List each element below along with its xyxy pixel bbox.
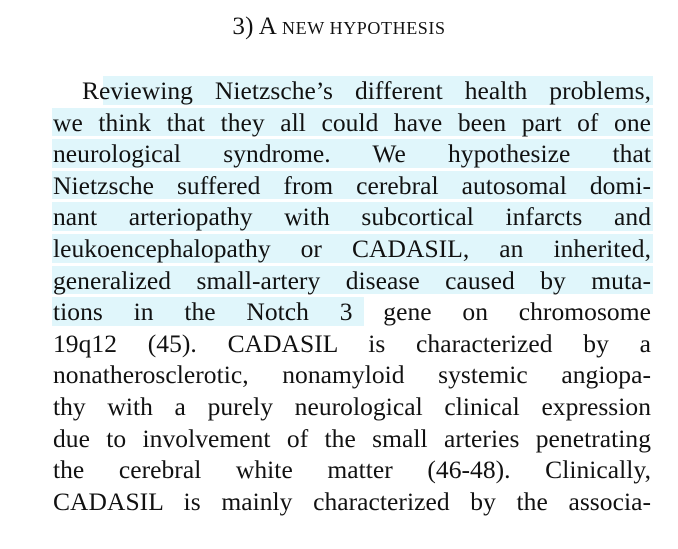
text-line-content: CADASIL is mainly characterized by the associa- [53,486,651,516]
text-line [53,75,651,107]
text-line [53,107,651,139]
text-line-content: generalized small-artery disease caused by muta- [53,265,651,295]
text-line [53,359,651,391]
text-line [53,138,651,170]
text-line [53,486,651,518]
text-line-content: tions in the Notch 3 gene on chromosome [53,297,651,327]
body-paragraph [53,75,651,517]
text-line-content: leukoencephalopathy or CADASIL, an inherited, [53,233,651,263]
section-title-rest: NEW HYPOTHESIS [282,18,446,38]
section-heading [0,12,678,43]
text-line [53,201,651,233]
text-line [53,233,651,265]
text-line [53,170,651,202]
text-line [53,454,651,486]
text-line-content: the cerebral white matter (46-48). Clinically, [53,455,651,485]
text-line-content: we think that they all could have been part of one [53,107,651,137]
text-line [53,265,651,297]
text-line-content: due to involvement of the small arteries penetrating [53,423,651,453]
text-line-content: nonatherosclerotic, nonamyloid systemic angiopa- [53,360,651,390]
text-line [53,391,651,423]
text-line [53,296,651,328]
text-line [53,423,651,455]
text-line [53,328,651,360]
text-line-content: thy with a purely neurological clinical expression [53,391,651,421]
text-line-content: Reviewing Nietzsche’s different health problems, [82,76,651,105]
text-line-content: 19q12 (45). CADASIL is characterized by a [53,328,651,358]
section-title-initial: A [258,13,276,40]
text-line-content: neurological syndrome. We hypothesize that [53,139,651,169]
text-line-content: Nietzsche suffered from cerebral autosomal domi- [53,170,651,200]
text-line-content: nant arteriopathy with subcortical infarcts and [53,202,651,232]
section-number: 3) [232,13,254,40]
